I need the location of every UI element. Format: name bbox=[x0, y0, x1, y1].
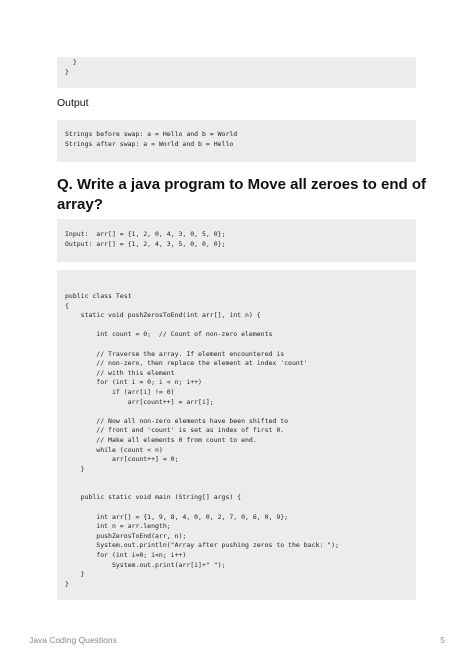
page-number: 5 bbox=[440, 635, 445, 645]
code-text: } } bbox=[65, 58, 77, 76]
code-block-example bbox=[57, 219, 416, 262]
code-text: Input: arr[] = {1, 2, 0, 4, 3, 0, 5, 0}; Output: arr[] = {1, 2, 4, 3, 5, 0, 0, 0}; bbox=[65, 230, 226, 248]
code-block-previous bbox=[57, 57, 416, 88]
footer-title: Java Coding Questions bbox=[29, 635, 117, 645]
output-label: Output bbox=[57, 97, 89, 109]
code-text: Strings before swap: a = Hello and b = World Strings after swap: a = World and b = Hello bbox=[65, 130, 238, 148]
question-heading: Q. Write a java program to Move all zeroes to end of array? bbox=[57, 176, 426, 213]
code-block-program bbox=[57, 270, 416, 600]
code-text: public class Test { static void pushZerosToEnd(int arr[], int n) { int count = 0; // Count of non-zero elements // Traverse the array. If element encountered is // non-zero, then replace the element at index 'count' // with this element for (int i = 0; i < n; i++) if (arr[i] != 0) arr[count++] = arr[i]; // Now all non-zero elements have been shifted to // front and 'count' is set as index of first 0. // Make all elements 0 from count to end. while (count < n) arr[count++] = 0; } public static void main (String[] args) { int arr[] = {1, 9, 8, 4, 0, 0, 2, 7, 0, 6, 0, 9}; int n = arr.length; pushZerosToEnd(arr, n); System.out.println("Array after pushing zeros to the back: "); for (int i=0; i<n; i++) System.out.print(arr[i]+" "); } } bbox=[65, 292, 339, 588]
code-block-output bbox=[57, 120, 416, 162]
